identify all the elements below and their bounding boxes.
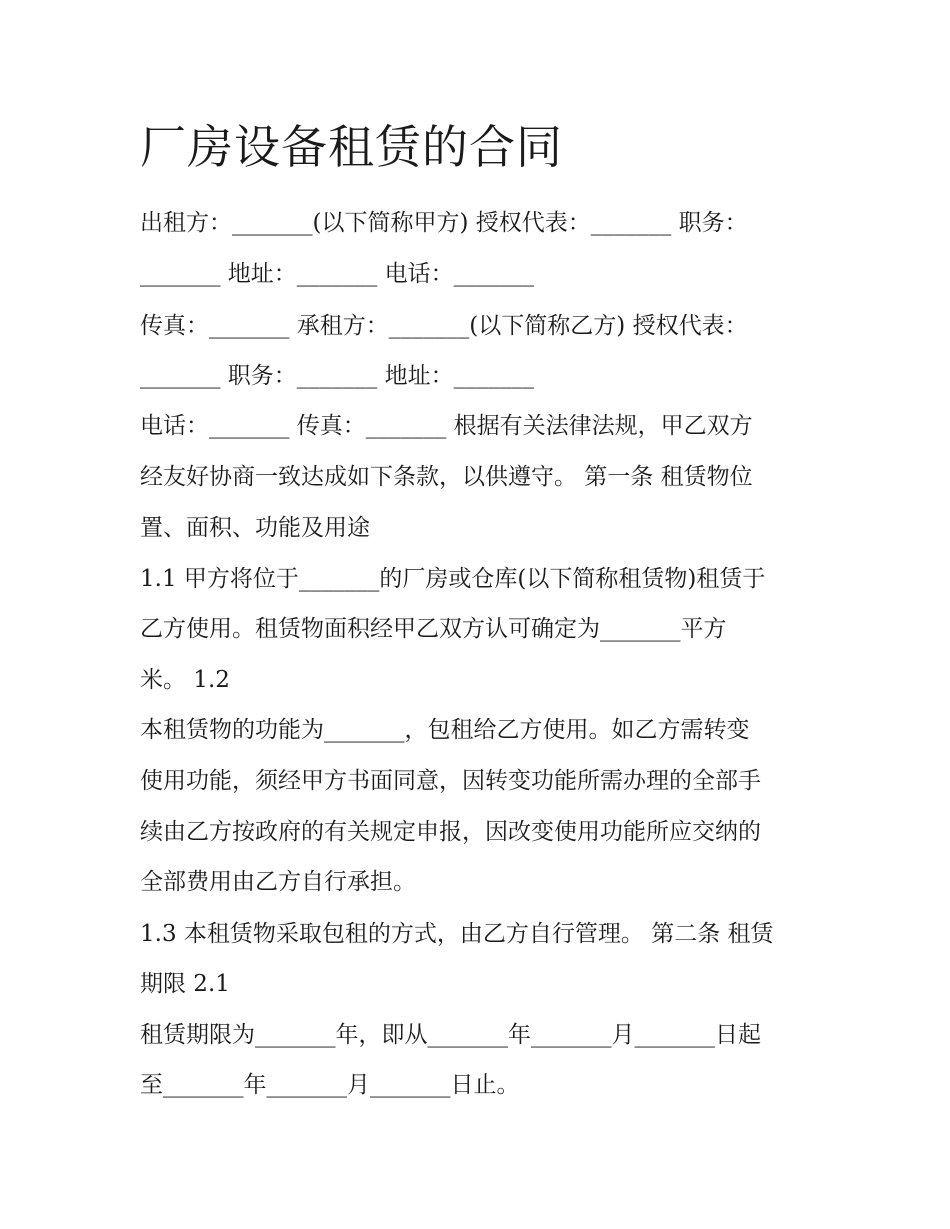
text-line: 传真：_______ 承租方：_______(以下简称乙方) 授权代表：: [140, 313, 748, 339]
text-line: 租赁期限为_______年，即从_______年_______月_______日起: [140, 1022, 761, 1048]
text-line: 经友好协商一致达成如下条款，以供遵守。 第一条 租赁物位: [140, 464, 753, 490]
text-line: 续由乙方按政府的有关规定申报，因改变使用功能所应交纳的: [140, 819, 761, 845]
text-line: 本租赁物的功能为_______，包租给乙方使用。如乙方需转变: [140, 717, 750, 743]
text-line: 期限 2.1: [140, 971, 230, 997]
text-line: _______ 地址：_______ 电话：_______: [140, 261, 535, 287]
text-line: 至_______年_______月_______日止。: [140, 1072, 520, 1098]
document-title: 厂房设备租赁的合同: [140, 120, 563, 174]
text-line: 电话：_______ 传真：_______ 根据有关法律法规，甲乙双方: [140, 413, 753, 439]
text-line: 置、面积、功能及用途: [140, 515, 370, 541]
text-line: 1.3 本租赁物采取包租的方式，由乙方自行管理。 第二条 租赁: [140, 921, 774, 947]
text-line: 1.1 甲方将位于_______的厂房或仓库(以下简称租赁物)租赁于: [140, 566, 766, 592]
text-line: _______ 职务：_______ 地址：_______: [140, 363, 535, 389]
text-line: 使用功能，须经甲方书面同意，因转变功能所需办理的全部手: [140, 768, 761, 794]
text-line: 全部费用由乙方自行承担。: [140, 869, 416, 895]
text-line: 乙方使用。租赁物面积经甲乙双方认可确定为_______平方: [140, 616, 727, 642]
text-line: 出租方：_______(以下简称甲方) 授权代表：_______ 职务：: [140, 210, 748, 236]
text-line: 米。 1.2: [140, 667, 230, 693]
